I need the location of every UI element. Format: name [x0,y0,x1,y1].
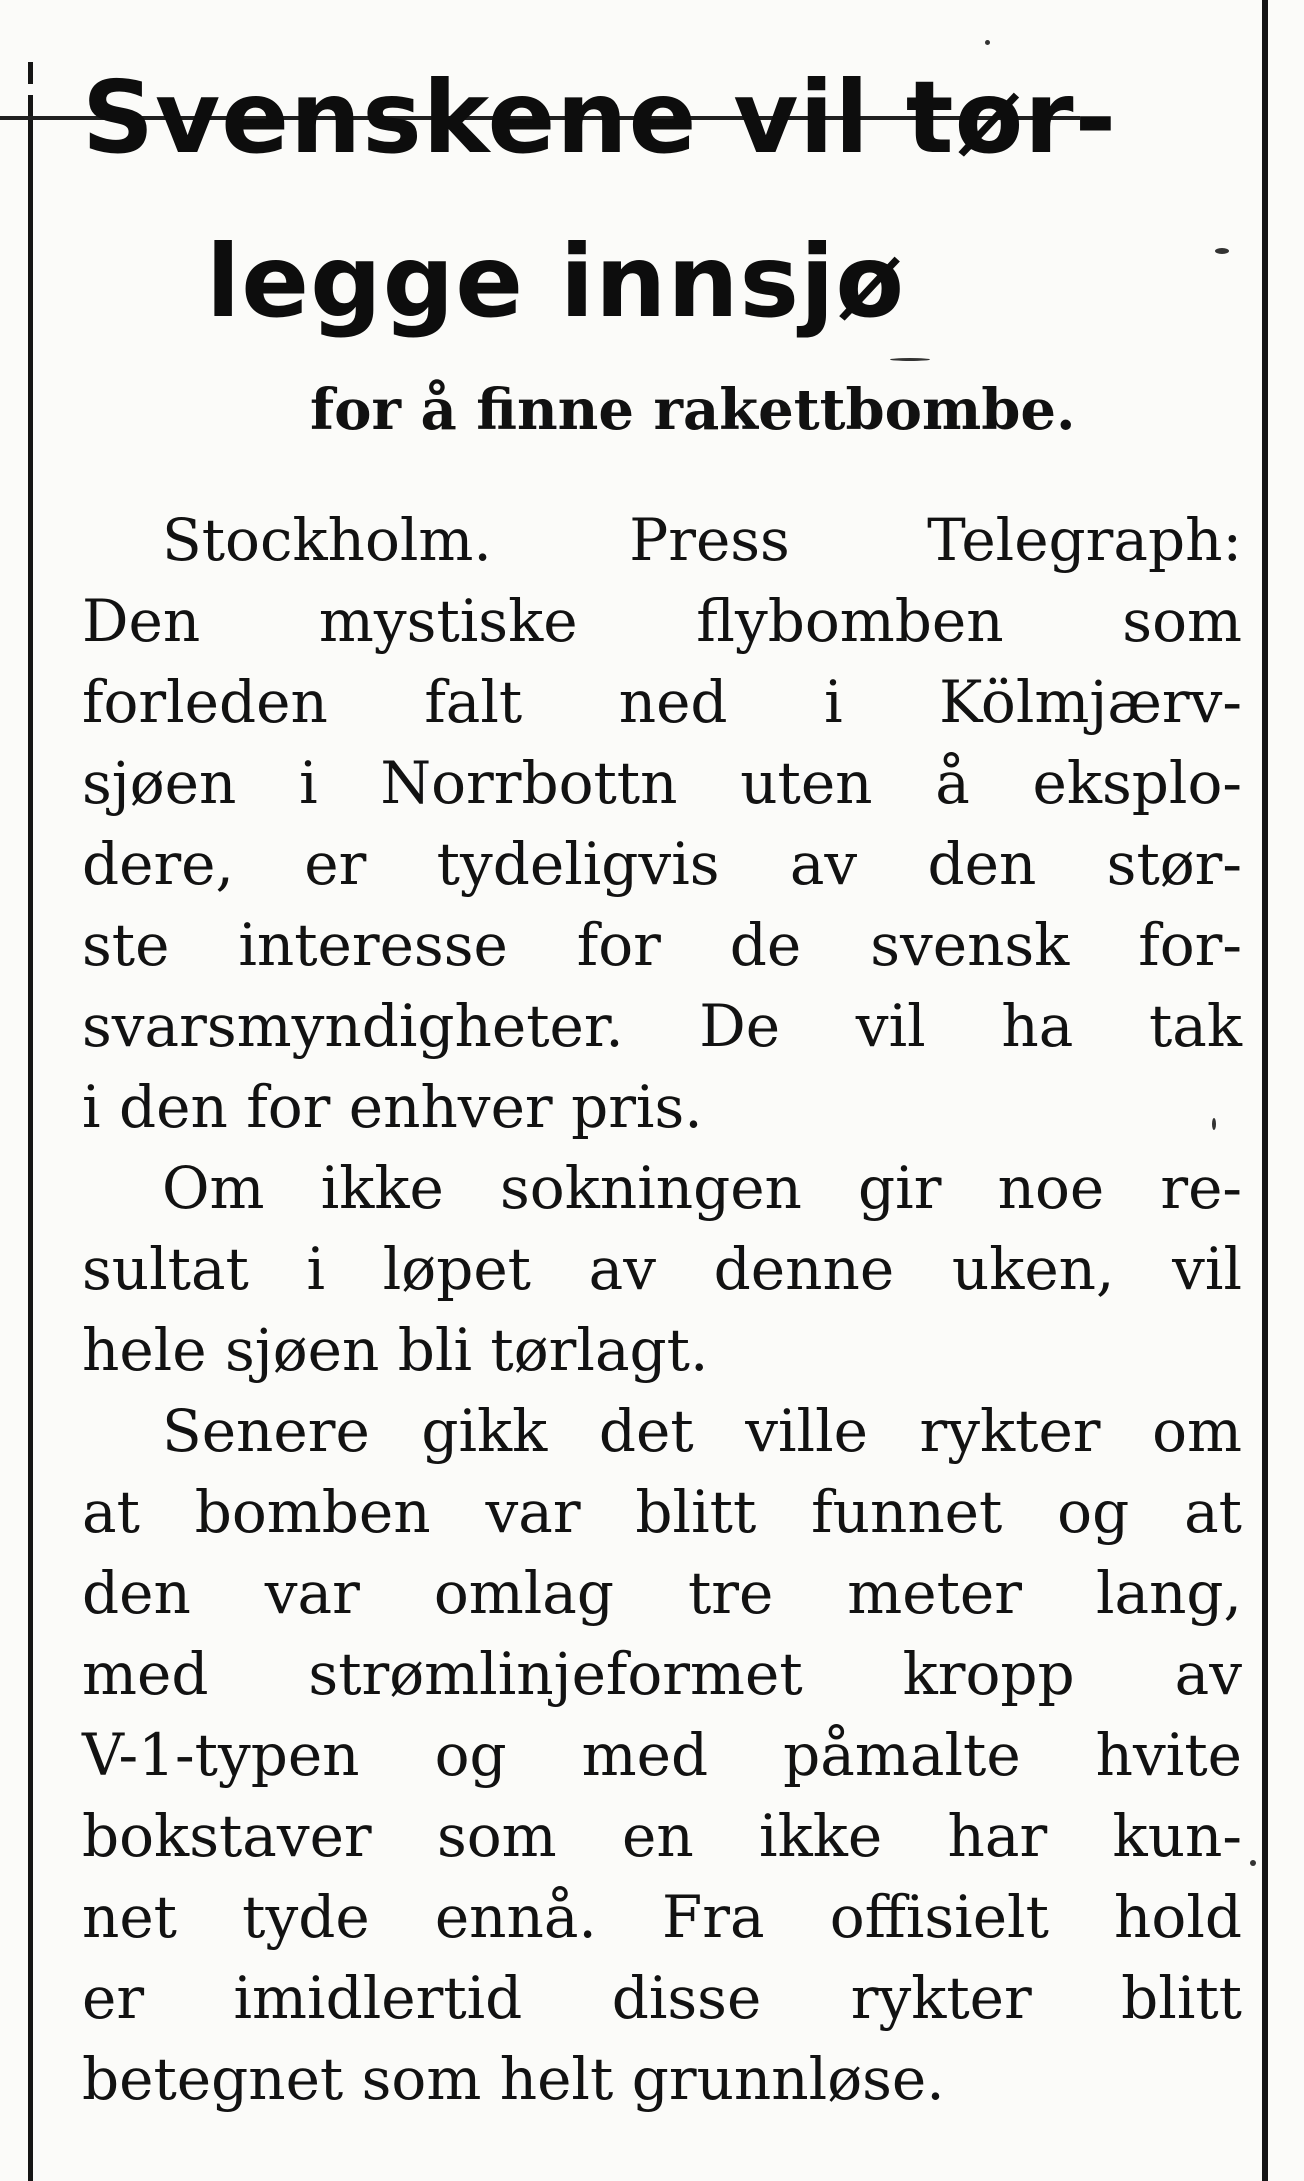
paragraph-3 [82,1391,1242,2120]
ink-speck [1250,1860,1256,1866]
text-line: dere, er tydeligvis av den stør- [82,830,1242,898]
text-line: ste interesse for de svensk for- [82,911,1242,979]
text-line: hele sjøen bli tørlagt. [82,1316,709,1384]
left-column-rule-top [28,62,33,84]
paragraph-1 [82,500,1242,1148]
ink-speck [1215,248,1229,254]
text-line: betegnet som helt grunnløse. [82,2045,945,2113]
text-line: sultat i løpet av denne uken, vil [82,1235,1242,1303]
text-line: Den mystiske flybomben som [82,587,1242,655]
paragraph-2 [82,1148,1242,1391]
headline-line-2: legge innsjø [206,223,906,340]
text-line: er imidlertid disse rykter blitt [82,1964,1242,2032]
text-line: V-1-typen og med påmalte hvite [82,1721,1242,1789]
text-line: forleden falt ned i Kölmjærv- [82,668,1242,736]
text-line: den var omlag tre meter lang, [82,1559,1242,1627]
text-line: med strømlinjeformet kropp av [82,1640,1242,1708]
text-line: Stockholm. Press Telegraph: [162,506,1242,574]
text-line: net tyde ennå. Fra offisielt hold [82,1883,1242,1951]
text-line: at bomben var blitt funnet og at [82,1478,1242,1546]
text-line: Om ikke sokningen gir noe re- [162,1154,1242,1222]
subheadline: for å finne rakettbombe. [310,377,1076,443]
text-line: Senere gikk det ville rykter om [162,1397,1242,1465]
text-line: svarsmyndigheter. De vil ha tak [82,992,1242,1060]
article-body [82,500,1242,2120]
right-column-rule [1262,0,1268,2181]
headline-line-1: Svenskene vil tør- [82,59,1118,176]
text-line: sjøen i Norrbottn uten å eksplo- [82,749,1242,817]
ink-speck [985,40,990,45]
ink-speck [890,358,930,361]
left-column-rule [28,95,33,2181]
text-line: i den for enhver pris. [82,1073,703,1141]
text-line: bokstaver som en ikke har kun- [82,1802,1242,1870]
